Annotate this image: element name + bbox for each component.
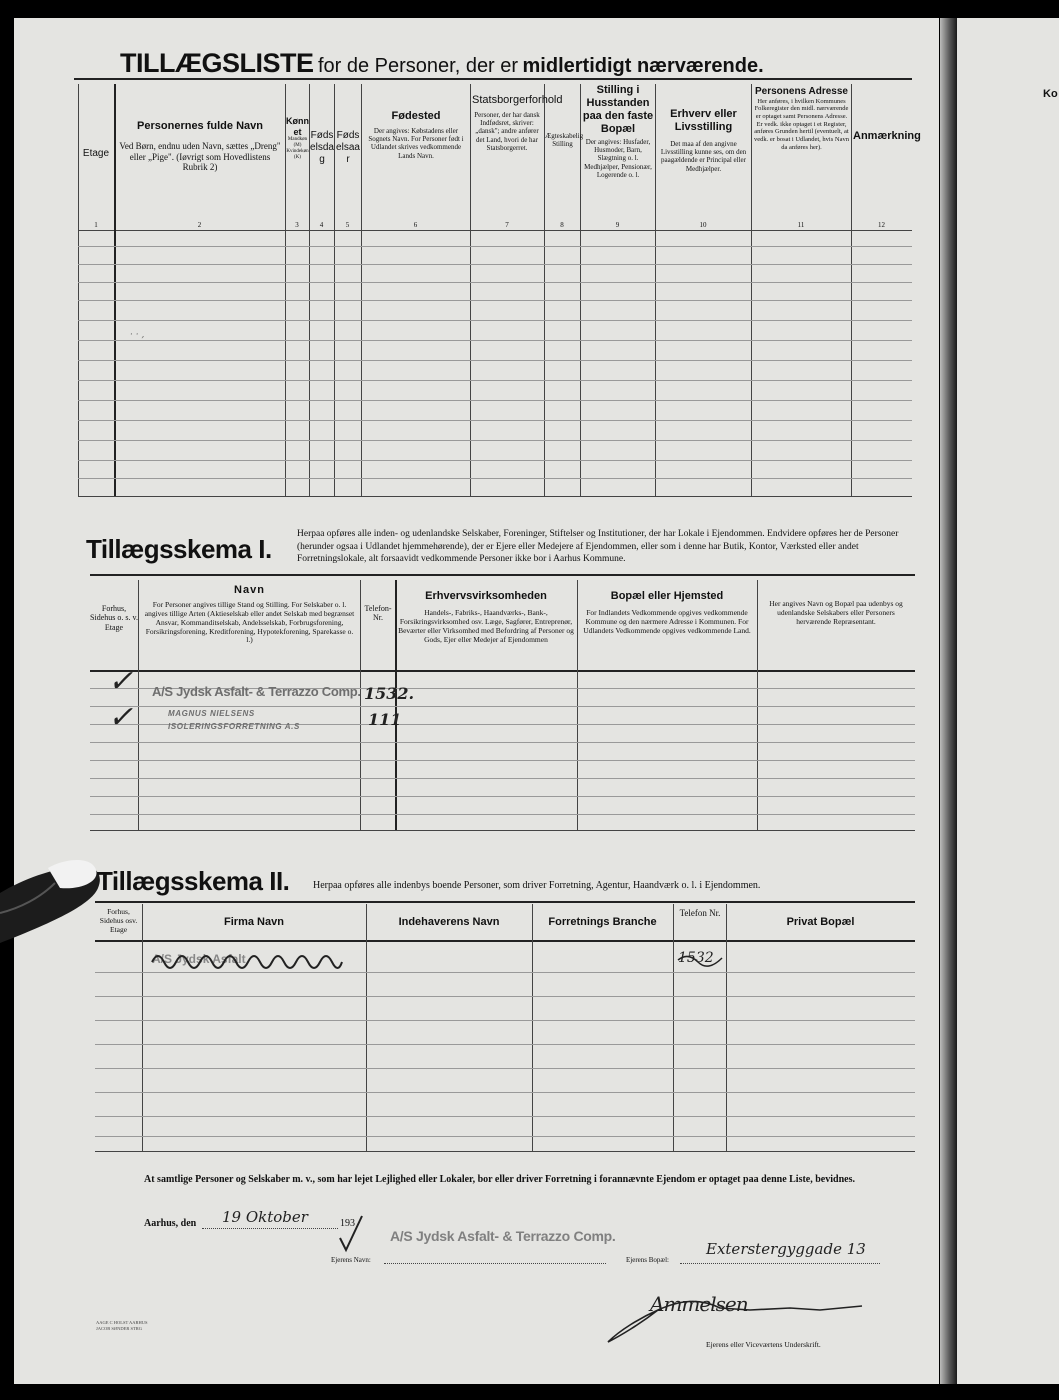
row2-check: ✓	[108, 700, 134, 735]
skema1-col-bopael: Bopæl eller Hjemsted For Indlandets Vedkommende opgives vedkommende Kommune og den nærmere Adresse i Kommunen. For Udlandets Vedkommende opgives vedkommende Land.	[583, 590, 751, 635]
next-page-text: Ko	[1043, 88, 1058, 100]
col-remark-header: Anmærkning	[853, 130, 921, 142]
col-birthplace-header: Fødested Der angives: Købstadens eller Sognets Navn. For Personer født i Udlandet skrives vedkommende Lands Navn.	[368, 110, 464, 160]
col-number: 5	[345, 221, 350, 229]
col-number: 4	[319, 221, 324, 229]
main-title-rest: for de Personer, der er	[317, 55, 519, 77]
col-citizenship-header: Statsborgerforhold Personer, der har dansk Indfødsret, skriver: „dansk"; andre anfører det Land, hvori de har Statsborgerret.	[472, 94, 563, 152]
certify-text: At samtlige Personer og Selskaber m. v., som har lejet Lejlighed eller Lokaler, bor eller driver Forretning i forannævnte Ejendom er optaget paa denne Liste, bevidnes.	[144, 1174, 855, 1185]
stray-marks: · · ,	[130, 330, 145, 340]
col-household-header: Stilling i Husstanden paa den faste Bopæl Der angives: Husfader, Husmoder, Barn, Slægtning o. l. Medhjælper, Pensionær, Logerende o. l.	[582, 84, 654, 179]
skema2-col-etage: Forhus, Sidehus osv. Etage	[99, 907, 138, 934]
book-crease	[940, 18, 957, 1384]
main-title-bold2: midlertidigt nærværende.	[522, 55, 764, 77]
skema2-title: Tillægsskema II.	[97, 866, 290, 896]
col-number: 11	[797, 221, 805, 229]
col-number: 9	[615, 221, 620, 229]
skema1-col-telefon: Telefon-Nr.	[364, 604, 392, 623]
skema2-row-name: A/S Jydsk Asfalt	[152, 952, 246, 966]
col-occupation-header: Erhverv eller Livsstilling Det maa af den angivne Livsstilling kunne ses, om den paagældende er Principal eller Medhjælper.	[660, 108, 747, 173]
skema2-col-firma: Firma Navn	[224, 916, 284, 928]
skema1-title: Tillægsskema I.	[86, 534, 272, 564]
skema2-row-phone: 1532	[678, 950, 714, 966]
col-birthyear-header: Fødselsaar	[336, 130, 360, 165]
skema1-col-repr: Her angives Navn og Bopæl paa udenbys og udenlandske Selskabers eller Personers herværende Repræsentant.	[769, 599, 903, 626]
signature: Ammelsen	[650, 1292, 748, 1316]
main-title-bold: TILLÆGSLISTE	[120, 48, 314, 78]
col-number: 10	[699, 221, 707, 229]
owner-line	[384, 1263, 606, 1264]
printer-mark: AAGE C HOLST AARHUS JACOB SØNDER STRG	[96, 1320, 148, 1331]
col-number: 6	[413, 221, 418, 229]
col-number: 2	[197, 221, 202, 229]
row1-name-stamp: A/S Jydsk Asfalt- & Terrazzo Comp.	[152, 684, 361, 699]
date-handwritten: 19 Oktober	[222, 1208, 308, 1226]
cross-out-scribble	[150, 948, 345, 972]
skema2-col-branche: Forretnings Branche	[548, 916, 657, 928]
bopael-label: Ejerens Bopæl:	[626, 1256, 669, 1264]
row1-phone: 1532.	[364, 684, 415, 703]
skema2-intro: Herpaa opføres alle indenbys boende Personer, som driver Forretning, Agentur, Haandværk o. l. i Ejendommen.	[313, 880, 761, 891]
date-line	[202, 1228, 338, 1229]
row2-phone: 111	[368, 710, 402, 729]
skema1-col-etage: Forhus, Sidehus o. s. v. Etage	[90, 604, 138, 632]
col-sex-header: Kønnet Mandkøn (M) Kvindekøn (K)	[286, 116, 309, 160]
phone-strike	[676, 950, 724, 970]
header-bottom-border	[78, 230, 912, 231]
col-marital-header: Ægteskabelig Stilling	[545, 132, 584, 149]
next-page	[957, 18, 1059, 1384]
row2-name-stamp: MAGNUS NIELSENS ISOLERINGSFORRETNING A.S	[168, 709, 300, 731]
owner-stamp: A/S Jydsk Asfalt- & Terrazzo Comp.	[390, 1228, 616, 1244]
thumb-clip	[0, 848, 110, 948]
col-etage-header: Etage	[82, 148, 110, 159]
col-number: 1	[94, 221, 98, 229]
skema1-col-erhverv: Erhvervsvirksomheden Handels-, Fabriks-, Haandværks-, Bank-, Forsikringsvirksomhed osv. Læge, Sagfører, Entreprenør, Beværter eller Virksomhed med Befordring af Personer og Gods, Ejer eller Medejer af Ejendommen	[398, 590, 574, 644]
col-address-header: Personens Adresse Her anføres, i hvilken Kommunes Folkeregister den midl. nærværende er optaget samt Personens Adresse. Er vedk. ikke optaget i et Register, anføres Grunden hertil (eventuelt, at vedk. er bosat i Udlandet, hvis Navn da anføres her).	[754, 86, 849, 151]
owner-label: Ejerens Navn:	[331, 1256, 371, 1264]
bopael-handwritten: Exterstergyggade 13	[706, 1240, 866, 1258]
tick-mark	[336, 1214, 366, 1254]
skema1-col-navn: Navn For Personer angives tillige Stand og Stilling. For Selskaber o. l. angives tillige Arten (Aktieselskab eller andet Selskab med begrænset Ansvar, Kommanditselskab, Andelsselskab, Forbrugsforening, Forsikringsforening, Kreditforening, Hypotekforening, Sparekasse o. l.)	[144, 584, 355, 645]
bopael-line	[680, 1263, 880, 1264]
main-title	[120, 48, 764, 79]
year-label: 193	[340, 1218, 355, 1229]
table-top-border	[74, 78, 912, 80]
col-number: 3	[295, 221, 299, 229]
row1-check: ✓	[108, 664, 134, 699]
signature-label: Ejerens eller Viceværtens Underskrift.	[706, 1340, 821, 1349]
col-name-header: Personernes fulde Navn Ved Børn, endnu uden Navn, sættes „Dreng" eller „Pige". (Iøvrigt som Hovedlistens Rubrik 2)	[119, 120, 281, 173]
table-bottom-border	[78, 496, 912, 497]
signature-flourish	[600, 1296, 870, 1346]
col-birthday-header: Fødselsdag	[310, 130, 334, 165]
skema1-intro: Herpaa opføres alle inden- og udenlandske Selskaber, Foreninger, Stiftelser og Institutioner, der har Lokale i Ejendommen. Endvidere opføres her de Personer (herunder ogsaa i Udlandet hjemmehørende), der er Ejere eller Medejere af Ejendommen, eller som i denne har Butik, Kontor, Værksted eller andet Forretningslokale, alt forsaavidt vedkommende Personer ikke bor i Aarhus Kommune.	[297, 529, 899, 565]
col-number: 8	[560, 221, 564, 229]
skema2-col-privat: Privat Bopæl	[786, 916, 855, 928]
skema2-col-telefon: Telefon Nr.	[679, 908, 721, 918]
col-number: 12	[878, 221, 885, 229]
col-number: 7	[505, 221, 509, 229]
city-label: Aarhus, den	[144, 1218, 197, 1229]
skema2-col-indehaver: Indehaverens Navn	[398, 916, 500, 928]
